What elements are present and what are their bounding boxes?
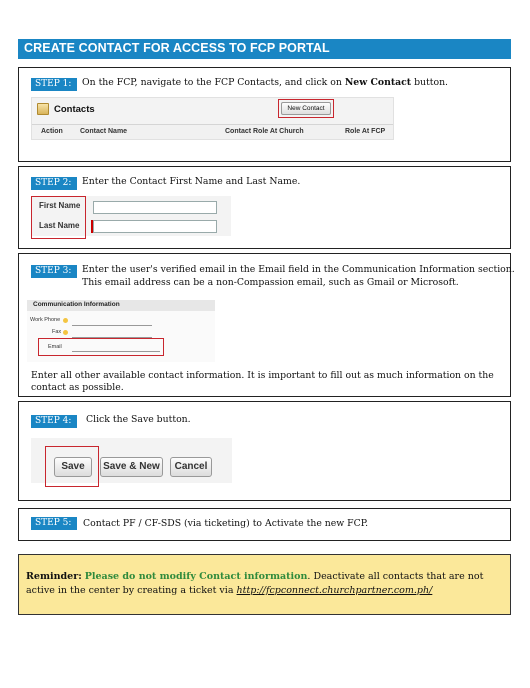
- email-highlight: [38, 338, 164, 356]
- step-3-instruction-line-2: This email address can be a non-Compassion email, such as Gmail or Microsoft.: [82, 277, 459, 288]
- last-name-label: Last Name: [39, 221, 80, 230]
- fax-icon: [63, 330, 68, 335]
- contacts-list-panel: [31, 97, 394, 140]
- phone-icon: [63, 318, 68, 323]
- step-3-tag: STEP 3:: [31, 265, 77, 278]
- new-contact-button[interactable]: New Contact: [281, 102, 331, 115]
- contacts-table-header: [32, 124, 393, 139]
- column-action: Action: [41, 128, 63, 135]
- save-highlight: [45, 446, 99, 487]
- column-contact-role: Contact Role At Church: [225, 128, 304, 135]
- step-2-instruction: Enter the Contact First Name and Last Name.: [82, 176, 301, 187]
- step-3-instruction-line-1: Enter the user's verified email in the Email field in the Communication Information section.: [82, 264, 515, 275]
- work-phone-label: Work Phone: [30, 317, 61, 323]
- step-5-instruction: Contact PF / CF-SDS (via ticketing) to Activate the new FCP.: [83, 518, 369, 529]
- step-3-note-line-2: contact as possible.: [31, 382, 124, 393]
- step-4-tag: STEP 4:: [31, 415, 77, 428]
- contacts-title: Contacts: [54, 104, 95, 115]
- work-phone-input[interactable]: [72, 325, 152, 326]
- ticket-link[interactable]: http://fcpconnect.churchpartner.com.ph/: [236, 585, 433, 596]
- contacts-folder-icon: [37, 103, 49, 115]
- name-labels-highlight: [31, 196, 86, 239]
- step-1-tag: STEP 1:: [31, 78, 77, 91]
- first-name-label: First Name: [39, 201, 81, 210]
- step-1-instruction: On the FCP, navigate to the FCP Contacts, and click on New Contact button.: [82, 77, 449, 88]
- save-button[interactable]: Save: [54, 457, 92, 477]
- reminder-line-2: active in the center by creating a ticket via http://fcpconnect.churchpartner.com.ph/: [26, 585, 433, 596]
- cancel-button[interactable]: Cancel: [170, 457, 212, 477]
- document-title-banner: CREATE CONTACT FOR ACCESS TO FCP PORTAL: [18, 39, 511, 59]
- first-name-input[interactable]: [93, 201, 217, 214]
- reminder-line-1: Reminder: Please do not modify Contact information. Deactivate all contacts that are not: [26, 571, 484, 582]
- required-indicator: [91, 220, 93, 233]
- reminder-note: [18, 554, 511, 615]
- column-role-at-fcp: Role At FCP: [345, 128, 386, 135]
- step-5-tag: STEP 5:: [31, 517, 77, 530]
- email-label: Email: [48, 344, 62, 350]
- step-3-note-line-1: Enter all other available contact information. It is important to fill out as much information on the: [31, 370, 494, 381]
- last-name-input[interactable]: [93, 220, 217, 233]
- column-contact-name: Contact Name: [80, 128, 128, 135]
- fax-label: Fax: [52, 329, 62, 335]
- step-4-instruction: Click the Save button.: [86, 414, 191, 425]
- save-and-new-button[interactable]: Save & New: [100, 457, 163, 477]
- communication-info-title: Communication Information: [27, 300, 215, 311]
- step-2-tag: STEP 2:: [31, 177, 77, 190]
